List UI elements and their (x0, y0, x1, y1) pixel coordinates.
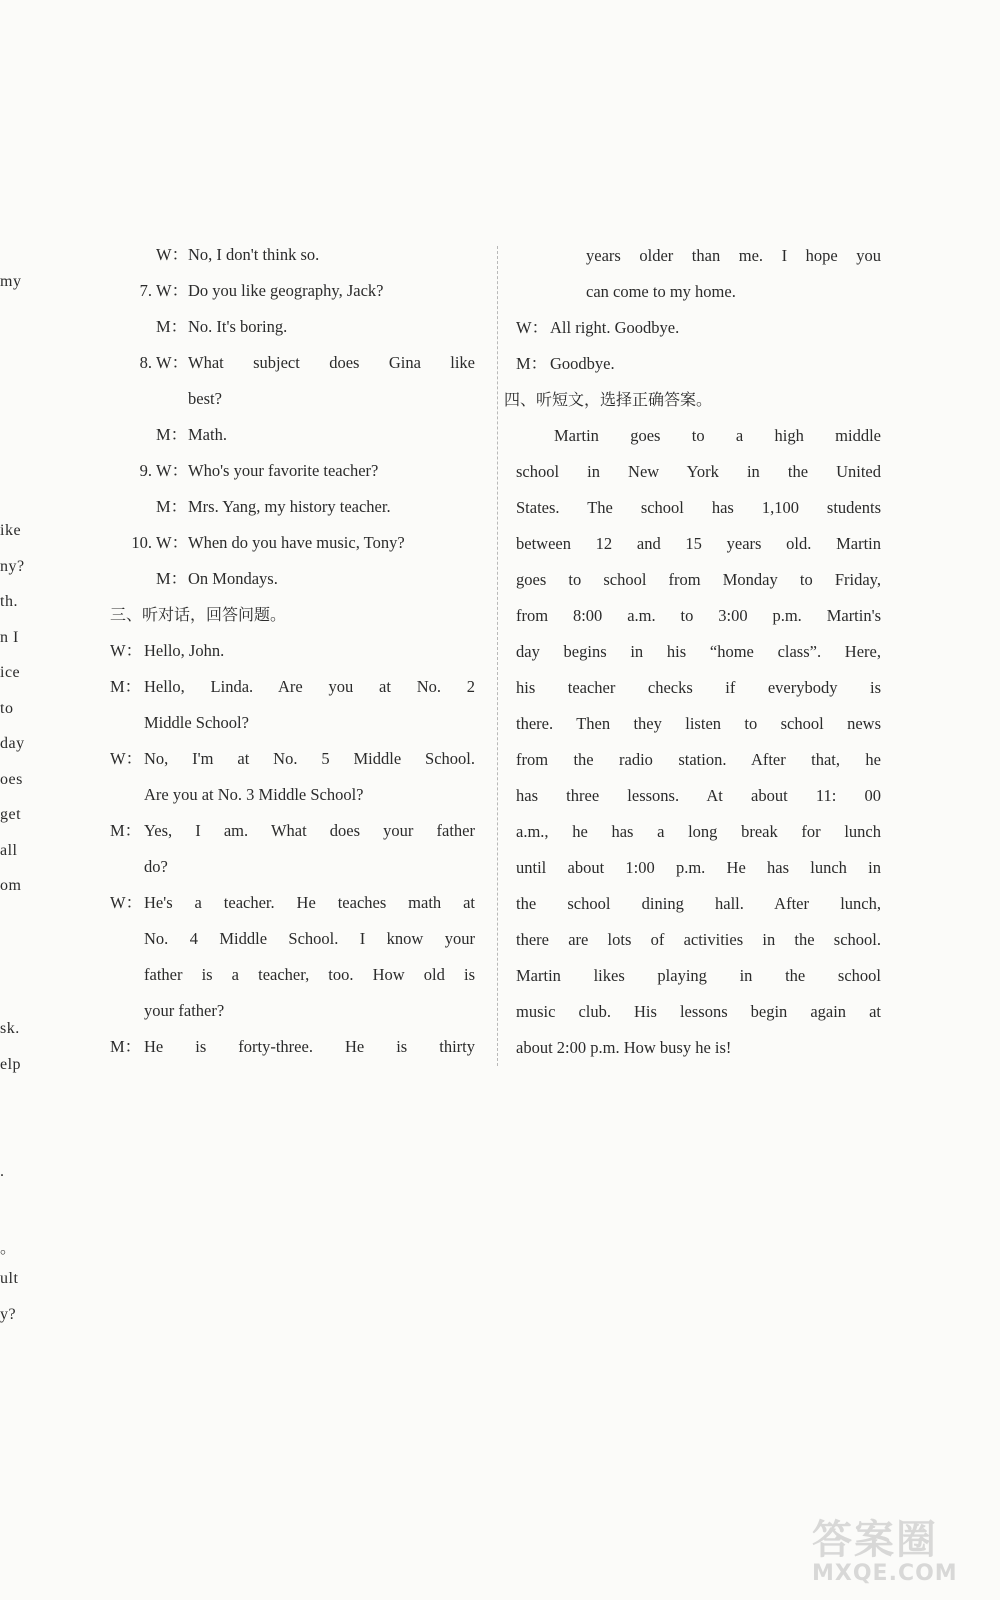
edge-fragment: oes (0, 771, 23, 788)
passage-line: the school dining hall. After lunch, (516, 894, 881, 913)
dialogue-text: Do you like geography, Jack? (188, 281, 384, 300)
dialogue-line-continued (110, 705, 475, 741)
speaker-label: W： (156, 533, 189, 552)
speaker-label (110, 993, 144, 1029)
section-4-passage (516, 418, 881, 1066)
dialogue-line (516, 238, 881, 274)
dialogue-text: father is a teacher, too. How old is (144, 965, 475, 984)
passage-line: between 12 and 15 years old. Martin (516, 534, 881, 553)
edge-fragment: th. (0, 593, 18, 610)
edge-fragment: get (0, 806, 22, 823)
watermark-bottom-text: MXQE.COM (812, 1561, 958, 1586)
edge-fragment: ike (0, 522, 22, 539)
dialogue-text: When do you have music, Tony? (188, 533, 405, 552)
passage-line: there. Then they listen to school news (516, 714, 881, 733)
speaker-label: W： (156, 245, 189, 264)
speaker-label: M： (110, 677, 142, 696)
dialogue-line (110, 669, 475, 705)
dialogue-text: Hello, Linda. Are you at No. 2 (144, 677, 475, 696)
edge-fragment: n I (0, 629, 19, 646)
dialogue-text: Who's your favorite teacher? (188, 461, 379, 480)
speaker-label: W： (110, 641, 143, 660)
speaker-label: M： (110, 821, 142, 840)
passage-line: his teacher checks if everybody is (516, 678, 881, 697)
section-4-heading: 四、听短文，选择正确答案。 (504, 390, 713, 409)
dialogue-line-continued (110, 957, 475, 993)
edge-fragment: all (0, 842, 18, 859)
speaker-label: M： (516, 354, 548, 373)
speaker-label: W： (156, 353, 189, 372)
dialogue-line (110, 489, 475, 525)
dialogue-line (516, 310, 881, 346)
dialogue-text: Hello, John. (144, 641, 225, 660)
item-number: 9. (139, 461, 152, 480)
passage-line: goes to school from Monday to Friday, (516, 570, 881, 589)
passage-line: from the radio station. After that, he (516, 750, 881, 769)
dialogue-text: No. It's boring. (188, 317, 288, 336)
passage-line: Martin goes to a high middle (554, 426, 881, 445)
speaker-label (516, 274, 586, 310)
dialogue-line (110, 237, 475, 273)
speaker-label (110, 957, 144, 993)
dialogue-text: No, I'm at No. 5 Middle School. (144, 749, 475, 768)
edge-fragment: sk. (0, 1020, 20, 1037)
dialogue-line (110, 417, 475, 453)
speaker-label: M： (156, 317, 188, 336)
dialogue-line (110, 453, 475, 489)
edge-fragment: . (0, 1163, 5, 1180)
section-3-dialogue (110, 633, 475, 1065)
item-number (110, 489, 152, 525)
passage-line: about 2:00 p.m. How busy he is! (516, 1038, 732, 1057)
passage-line: Martin likes playing in the school (516, 966, 881, 985)
speaker-label: W： (110, 749, 143, 768)
edge-fragment: 。 (0, 1240, 17, 1257)
dialogue-text: Are you at No. 3 Middle School? (144, 785, 364, 804)
dialogue-text: Math. (188, 425, 227, 444)
item-number (110, 561, 152, 597)
passage-line: until about 1:00 p.m. He has lunch in (516, 858, 881, 877)
speaker-label (516, 238, 586, 274)
passage-line: school in New York in the United (516, 462, 881, 481)
speaker-label: W： (156, 461, 189, 480)
passage-line: a.m., he has a long break for lunch (516, 822, 881, 841)
dialogue-text: On Mondays. (188, 569, 278, 588)
dialogue-text: No. 4 Middle School. I know your (144, 929, 475, 948)
section-3-heading: 三、听对话，回答问题。 (110, 605, 287, 624)
dialogue-line-continued (110, 381, 475, 417)
dialogue-line-continued (110, 993, 475, 1029)
passage-line: day begins in his “home class”. Here, (516, 642, 881, 661)
dialogue-line-continued (110, 777, 475, 813)
edge-fragment: ice (0, 664, 21, 681)
edge-fragment: elp (0, 1056, 22, 1073)
dialogue-text: Mrs. Yang, my history teacher. (188, 497, 391, 516)
item-number (110, 381, 152, 417)
speaker-label: M： (156, 569, 188, 588)
column-divider (497, 246, 498, 1066)
item-number: 10. (131, 533, 152, 552)
passage-line: there are lots of activities in the school. (516, 930, 881, 949)
dialogue-line (110, 273, 475, 309)
dialogue-line-continued (110, 921, 475, 957)
dialogue-line (110, 309, 475, 345)
dialogue-text: What subject does Gina like (188, 353, 475, 372)
passage-line: has three lessons. At about 11: 00 (516, 786, 881, 805)
dialogue-line (516, 274, 881, 310)
item-number (110, 417, 152, 453)
middle-column (110, 237, 475, 1065)
speaker-label (110, 921, 144, 957)
section-3-dialogue-continued (516, 238, 881, 382)
passage-line: States. The school has 1,100 students (516, 498, 881, 517)
speaker-label (110, 777, 144, 813)
speaker-label (110, 705, 144, 741)
item-number (110, 237, 152, 273)
speaker-label: W： (516, 318, 549, 337)
dialogue-text: best? (188, 389, 222, 408)
dialogue-text: do? (144, 857, 168, 876)
dialogue-line (110, 885, 475, 921)
dialogue-text: years older than me. I hope you (586, 246, 881, 265)
dialogue-line (110, 813, 475, 849)
speaker-label (110, 849, 144, 885)
speaker-label: W： (156, 281, 189, 300)
edge-fragment: day (0, 735, 25, 752)
dialogue-text: Goodbye. (550, 354, 615, 373)
speaker-label: M： (156, 497, 188, 516)
dialogue-text: All right. Goodbye. (550, 318, 680, 337)
dialogue-text: No, I don't think so. (188, 245, 320, 264)
watermark-logo (812, 1508, 982, 1594)
item-number: 7. (139, 281, 152, 300)
dialogue-line-continued (110, 849, 475, 885)
dialogue-line (110, 561, 475, 597)
dialogue-line (110, 741, 475, 777)
watermark-top-text: 答案圈 (812, 1517, 938, 1563)
speaker-label (156, 381, 188, 417)
dialogue-text: can come to my home. (586, 282, 736, 301)
dialogue-text: Yes, I am. What does your father (144, 821, 475, 840)
passage-line: from 8:00 a.m. to 3:00 p.m. Martin's (516, 606, 881, 625)
right-column (504, 238, 881, 1066)
dialogue-line (110, 345, 475, 381)
speaker-label: M： (110, 1037, 142, 1056)
dialogue-line (516, 346, 881, 382)
edge-fragment: ny? (0, 558, 25, 575)
item-number (110, 309, 152, 345)
edge-fragment: om (0, 877, 22, 894)
dialogue-line (110, 1029, 475, 1065)
edge-fragment: ult (0, 1270, 19, 1287)
dialogue-line (110, 525, 475, 561)
speaker-label: M： (156, 425, 188, 444)
dialogue-text: Middle School? (144, 713, 249, 732)
dialogue-text: He's a teacher. He teaches math at (144, 893, 475, 912)
dialogue-line (110, 633, 475, 669)
edge-fragment: to (0, 700, 14, 717)
edge-fragment: my (0, 273, 22, 290)
dialogue-text: He is forty-three. He is thirty (144, 1037, 475, 1056)
passage-line: music club. His lessons begin again at (516, 1002, 881, 1021)
item-number: 8. (139, 353, 152, 372)
dialogue-text: your father? (144, 1001, 225, 1020)
listening-items (110, 237, 475, 597)
edge-fragment: y? (0, 1306, 17, 1323)
speaker-label: W： (110, 893, 143, 912)
